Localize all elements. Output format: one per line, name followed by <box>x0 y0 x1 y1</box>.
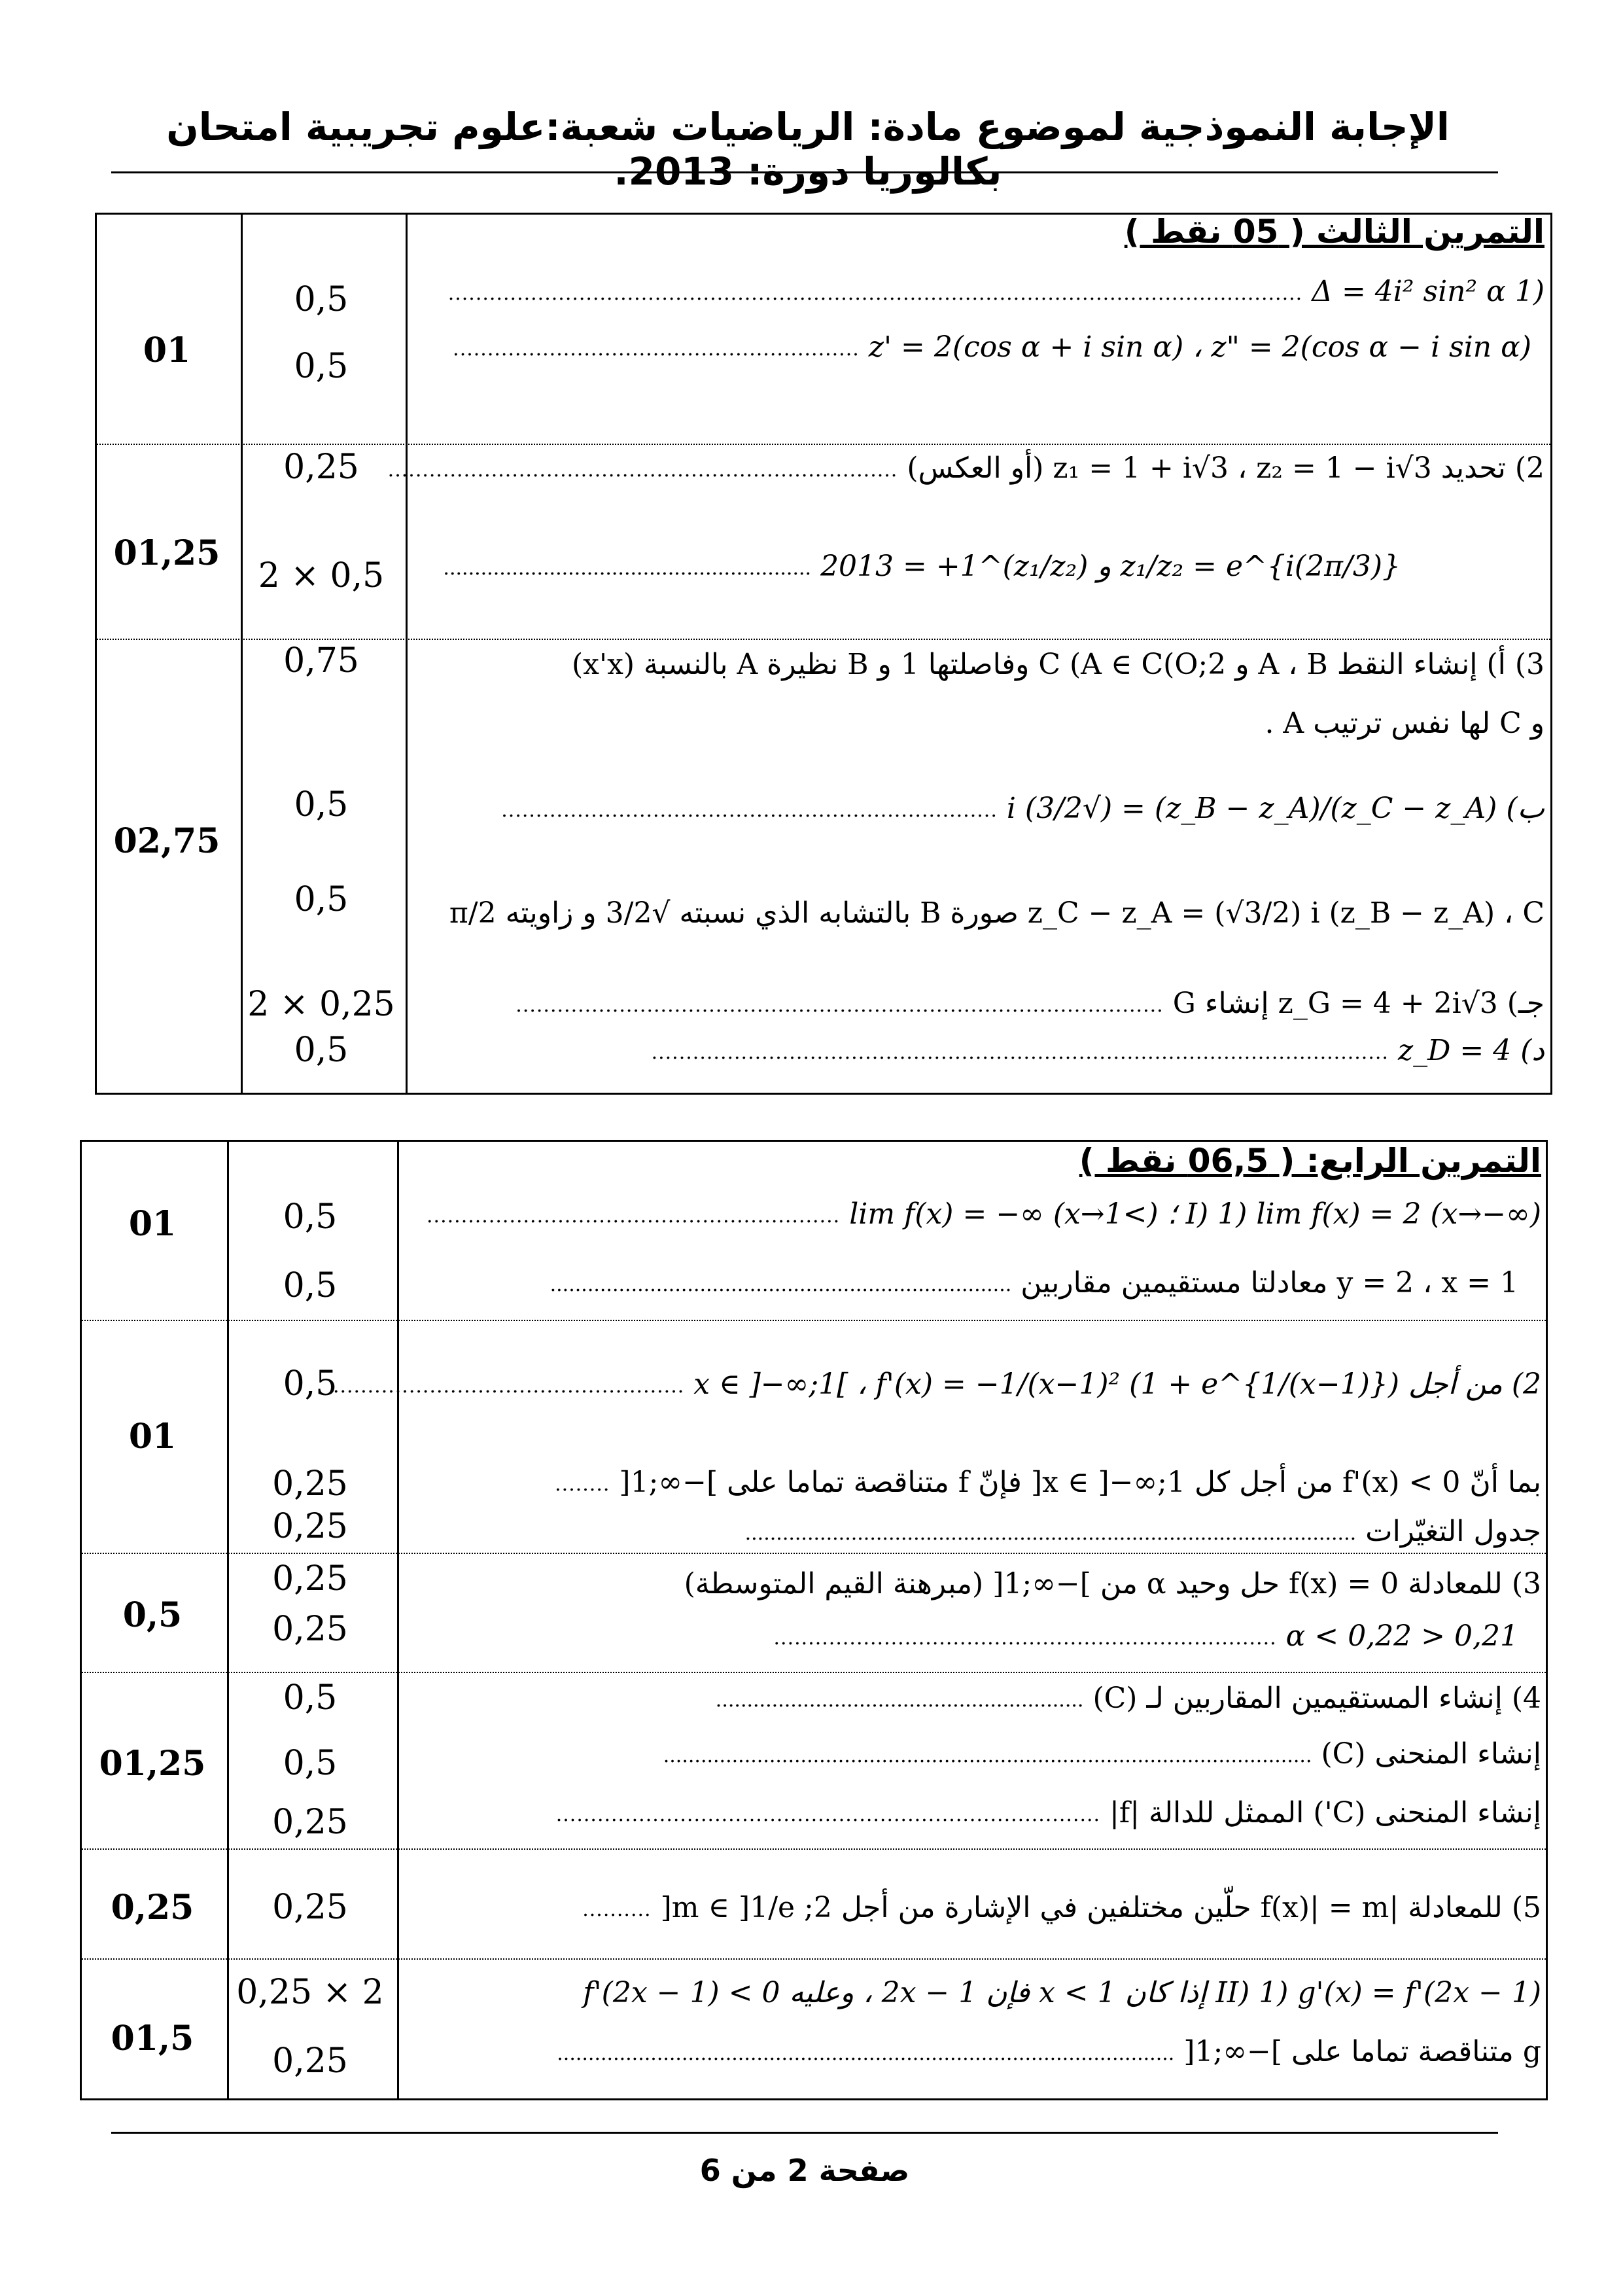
ex3-row3-mark-2: 0,5 <box>294 785 349 824</box>
ex3-row2-points: 01,25 <box>113 533 220 573</box>
ex4-row4-line-3: إنشاء المنحنى (C') الممثل للدالة |f| ............................................................................... <box>555 1796 1541 1829</box>
ex3-row3-line-3: ب) (z_C − z_A)/(z_B − z_A) = (√3/2) i ........................................................................ <box>501 792 1544 825</box>
ex4-row2-line-3: جدول التغيّرات .................................................................................................. <box>744 1515 1541 1548</box>
header-rule <box>111 171 1498 173</box>
ex4-row3-points: 0,5 <box>122 1595 183 1635</box>
ex4-row2-mark-1: 0,5 <box>283 1364 338 1404</box>
footer-rule <box>111 2132 1498 2134</box>
ex4-row2-line-1: 2) من أجل x ∈ ]−∞;1[ ، f'(x) = −1/(x−1)² (1 + e^{1/(x−1)}) ................................................... <box>332 1368 1541 1401</box>
ex4-row5-line-1: 5) للمعادلة |f(x)| = m حلّين مختلفين في الإشارة من أجل m ∈ ]1/e ;2[ .......... <box>582 1891 1541 1924</box>
exercise4-title: التمرين الرابع: ( 06,5 نقط ) <box>1079 1142 1541 1180</box>
ex3-row1-mark-1: 0,5 <box>294 280 349 319</box>
ex3-row3-line-2: و C لها نفس ترتيب A . <box>1265 707 1544 740</box>
ex3-row1-line-1: (1 Δ = 4i² sin² α ............................................................................................................................ <box>447 275 1544 308</box>
ex4-row4-line-1: 4) إنشاء المستقيمين المقاربين لـ (C) ........................................................... <box>715 1682 1541 1715</box>
ex3-row1-mark-2: 0,5 <box>294 347 349 386</box>
ex3-row2-line-2: z₁/z₂ = e^{i(2π/3)} و (z₁/z₂)^2013 = +1 ........................................................... <box>443 550 1401 583</box>
exercise3-title: التمرين الثالث ( 05 نقط ) <box>1124 213 1544 251</box>
ex4-row4-mark-2: 0,5 <box>283 1744 338 1783</box>
ex3-row2-mark-2: 2 × 0,5 <box>258 556 385 595</box>
ex4-row2-mark-3: 0,25 <box>272 1507 348 1546</box>
page-header-title: الإجابة النموذجية لموضوع مادة: الرياضيات شعبة:علوم تجريبية امتحان بكالوريا دورة: 2013. <box>166 105 1450 194</box>
ex4-row4-mark-1: 0,5 <box>283 1678 338 1718</box>
page-number: صفحة 2 من 6 <box>699 2153 910 2188</box>
ex4-row2-points: 01 <box>128 1417 177 1457</box>
ex4-row5-points: 0,25 <box>111 1888 194 1928</box>
ex4-row2-mark-2: 0,25 <box>272 1464 348 1504</box>
ex4-row5-mark-1: 0,25 <box>272 1888 348 1927</box>
ex4-row3-mark-1: 0,25 <box>272 1559 348 1598</box>
ex4-row2-line-2: بما أنّ f'(x) < 0 من أجل كل x ∈ ]−∞;1[ فإنّ f متناقصة تماما على ]−∞;1[ ........ <box>555 1466 1541 1499</box>
ex4-row4-line-2: إنشاء المنحنى (C) ........................................................................................................ <box>663 1737 1541 1771</box>
ex4-row3-mark-2: 0,25 <box>272 1610 348 1649</box>
ex3-row3-line-4: z_C − z_A = (√3/2) i (z_B − z_A) ، C صورة B بالتشابه الذي نسبته √3/2 و زاويته π/2 <box>449 896 1544 930</box>
ex3-row1-line-2: z' = 2(cos α + i sin α) ، z" = 2(cos α − i sin α) ........................................................... <box>453 330 1531 364</box>
ex3-row1-points: 01 <box>143 330 191 370</box>
ex4-row6-points: 01,5 <box>111 2019 194 2058</box>
ex3-row3-mark-4: 2 × 0,25 <box>247 985 395 1024</box>
ex4-row1-line-1: I) 1) lim f(x) = 2 (x→−∞) ؛ lim f(x) = −∞ (x→1<) ............................................................ <box>427 1197 1541 1231</box>
ex4-row4-mark-3: 0,25 <box>272 1803 348 1842</box>
ex3-row3-line-6: د) z_D = 4 ........................................................................................................... <box>651 1034 1544 1067</box>
ex4-row6-line-1: II) 1) g'(x) = f'(2x − 1) إذا كان x < 1 فإن 2x − 1 ، وعليه f'(2x − 1) < 0 <box>583 1976 1541 2009</box>
ex4-row3-line-1: 3) للمعادلة f(x) = 0 حل وحيد α من ]−∞;1[ (مبرهنة القيم المتوسطة) <box>684 1567 1541 1600</box>
ex4-row1-mark-2: 0,5 <box>283 1266 338 1305</box>
ex4-row6-mark-1: 0,25 × 2 <box>236 1973 384 2012</box>
ex4-row1-mark-1: 0,5 <box>283 1197 338 1237</box>
ex3-row2-line-1: 2) تحديد z₁ = 1 + i√3 ، z₂ = 1 − i√3 (أو العكس) .......................................................................... <box>387 451 1544 485</box>
ex4-row6-line-2: g متناقصة تماما على ]−∞;1[ ................................................................................................... <box>557 2035 1541 2068</box>
ex3-row2-mark-1: 0,25 <box>283 448 359 487</box>
ex3-row3-mark-3: 0,5 <box>294 880 349 919</box>
ex4-row6-mark-2: 0,25 <box>272 2041 348 2081</box>
ex3-row3-mark-5: 0,5 <box>294 1031 349 1070</box>
ex4-row4-points: 01,25 <box>99 1744 206 1784</box>
ex4-row3-line-2: 0,21 < α < 0,22 ......................................................................... <box>773 1619 1518 1653</box>
ex4-row1-line-2: y = 2 ، x = 1 معادلتا مستقيمين مقاربين .......................................................................... <box>550 1266 1518 1299</box>
ex4-row1-points: 01 <box>128 1204 177 1244</box>
ex3-row3-mark-1: 0,75 <box>283 641 359 680</box>
ex3-row3-points: 02,75 <box>113 821 220 861</box>
ex3-row3-line-5: جـ) z_G = 4 + 2i√3 إنشاء G .............................................................................................. <box>515 987 1544 1020</box>
ex3-row3-line-1: 3) أ) إنشاء النقط A ، B و C (A ∈ C(O;2 وفاصلتها 1 و B نظيرة A بالنسبة (x'x) <box>572 648 1544 681</box>
